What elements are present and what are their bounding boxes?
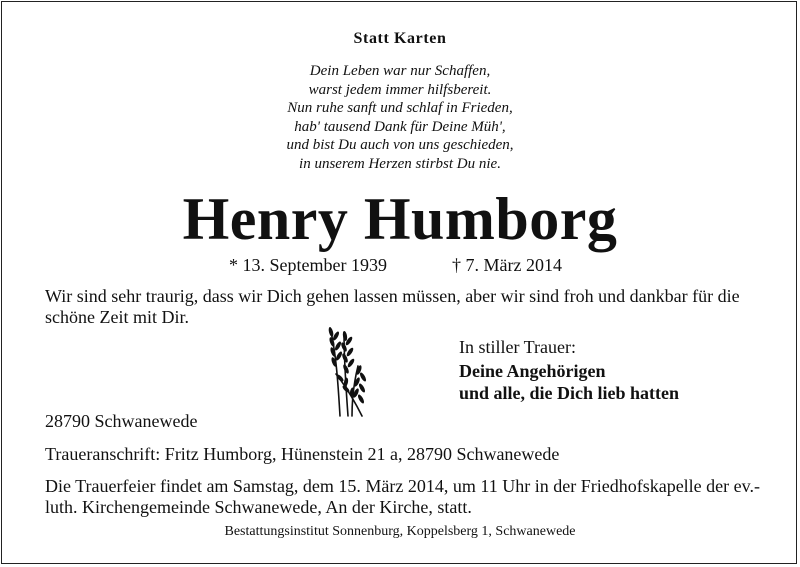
birth-date: * 13. September 1939	[229, 255, 387, 275]
mourners-line: Deine Angehörigen	[459, 361, 606, 381]
notice-header: Statt Karten	[353, 30, 447, 47]
poem-line: Nun ruhe sanft und schlaf in Frieden,	[287, 100, 513, 116]
deceased-name: Henry Humborg	[182, 186, 618, 252]
mourning-label: In stiller Trauer:	[459, 337, 576, 357]
death-date: † 7. März 2014	[452, 255, 562, 275]
poem-line: Dein Leben war nur Schaffen,	[309, 63, 491, 79]
mourning-address: Traueranschrift: Fritz Humborg, Hünenstein 21 a, 28790 Schwanewede	[45, 444, 560, 464]
poem	[0, 62, 800, 173]
poem-line: und bist Du auch von uns geschieden,	[286, 137, 514, 153]
ceremony-info: Die Trauerfeier findet am Samstag, dem 15. März 2014, um 11 Uhr in der Friedhofskapelle der ev.-luth. Kirchengemeinde Schwanewede, An der Kirche, statt.	[45, 476, 760, 517]
intro-text: Wir sind sehr traurig, dass wir Dich gehen lassen müssen, aber wir sind froh und dankbar für die schöne Zeit mit Dir.	[45, 286, 740, 327]
undertaker-line: Bestattungsinstitut Sonnenburg, Koppelsberg 1, Schwanewede	[224, 524, 576, 539]
mourners-names	[459, 360, 679, 404]
poem-line: in unserem Herzen stirbst Du nie.	[299, 155, 501, 172]
life-dates	[0, 255, 800, 277]
mourners-block	[459, 336, 679, 404]
poem-line: hab' tausend Dank für Deine Müh',	[294, 118, 506, 135]
wheat-ears-icon	[322, 322, 370, 418]
mourners-line: und alle, die Dich lieb hatten	[459, 383, 680, 403]
postal-place: 28790 Schwanewede	[45, 411, 198, 431]
poem-line: warst jedem immer hilfsbereit.	[308, 81, 492, 98]
